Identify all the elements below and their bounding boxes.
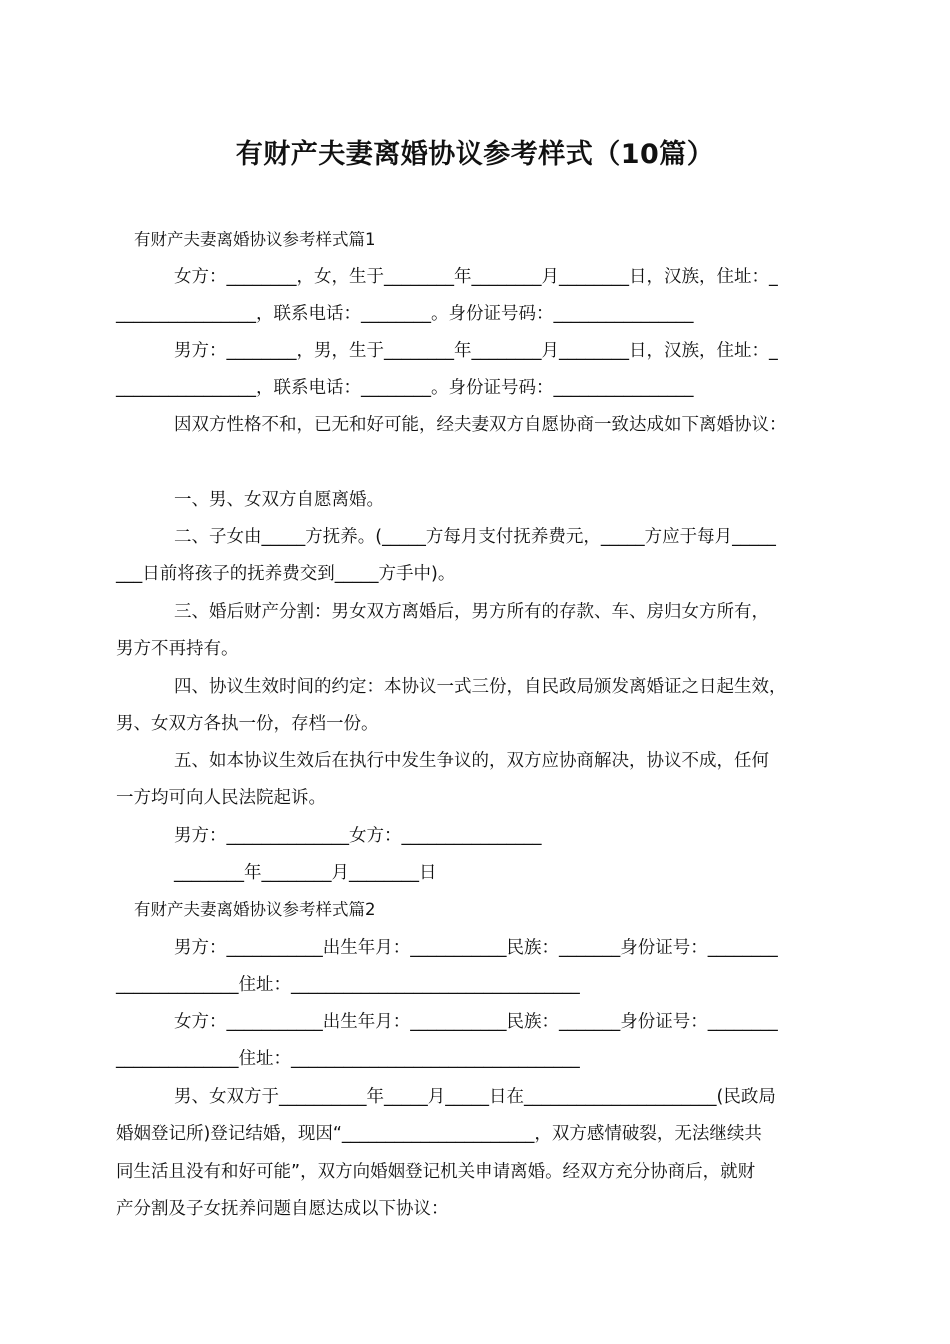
clause-4-line-1: 四、协议生效时间的约定：本协议一式三份，自民政局颁发离婚证之日起生效， xyxy=(174,677,787,697)
marriage-paragraph-line-2: 婚姻登记所)登记结婚，现因“______________________，双方感情破裂，无法继续共 xyxy=(116,1124,762,1144)
clause-3-line-2: 男方不再持有。 xyxy=(116,639,239,659)
male-info-line-2: ________________，联系电话：________。身份证号码：________________ xyxy=(116,378,694,398)
clause-2-line-2: ___日前将孩子的抚养费交到_____方手中)。 xyxy=(116,564,456,584)
clause-3-line-1: 三、婚后财产分割：男女双方离婚后，男方所有的存款、车、房归女方所有， xyxy=(174,602,769,622)
female-info-line-1: 女方：___________出生年月：___________民族：_______身份证号：________ xyxy=(174,1012,778,1032)
marriage-paragraph-line-4: 产分割及子女抚养问题自愿达成以下协议： xyxy=(116,1199,449,1219)
male-info-line-1: 男方：________，男，生于________年________月________日，汉族，住址：_ xyxy=(174,341,778,361)
female-info-line-2: ________________，联系电话：________。身份证号码：________________ xyxy=(116,304,694,324)
clause-1: 一、男、女双方自愿离婚。 xyxy=(174,490,384,510)
male-info-line-2: ______________住址：_________________________________ xyxy=(116,975,580,995)
signature-line: 男方：______________女方：________________ xyxy=(174,826,542,846)
marriage-paragraph-line-1: 男、女双方于__________年_____月_____日在______________________(民政局 xyxy=(174,1087,776,1107)
section-1-heading: 有财产夫妻离婚协议参考样式篇1 xyxy=(134,230,376,249)
female-info-line-1: 女方：________，女，生于________年________月________日，汉族，住址：_ xyxy=(174,267,778,287)
agreement-intro: 因双方性格不和，已无和好可能，经夫妻双方自愿协商一致达成如下离婚协议： xyxy=(174,415,787,435)
clause-2-line-1: 二、子女由_____方抚养。(_____方每月支付抚养费元，_____方应于每月_____ xyxy=(174,527,776,547)
section-2-heading: 有财产夫妻离婚协议参考样式篇2 xyxy=(134,900,376,919)
clause-5-line-2: 一方均可向人民法院起诉。 xyxy=(116,788,326,808)
document-title: 有财产夫妻离婚协议参考样式（10篇） xyxy=(235,139,715,170)
clause-5-line-1: 五、如本协议生效后在执行中发生争议的，双方应协商解决，协议不成，任何 xyxy=(174,751,769,771)
date-line: ________年________月________日 xyxy=(174,863,437,883)
marriage-paragraph-line-3: 同生活且没有和好可能”，双方向婚姻登记机关申请离婚。经双方充分协商后，就财 xyxy=(116,1162,756,1182)
male-info-line-1: 男方：___________出生年月：___________民族：_______身份证号：________ xyxy=(174,938,778,958)
female-info-line-2: ______________住址：_________________________________ xyxy=(116,1049,580,1069)
clause-4-line-2: 男、女双方各执一份，存档一份。 xyxy=(116,714,379,734)
